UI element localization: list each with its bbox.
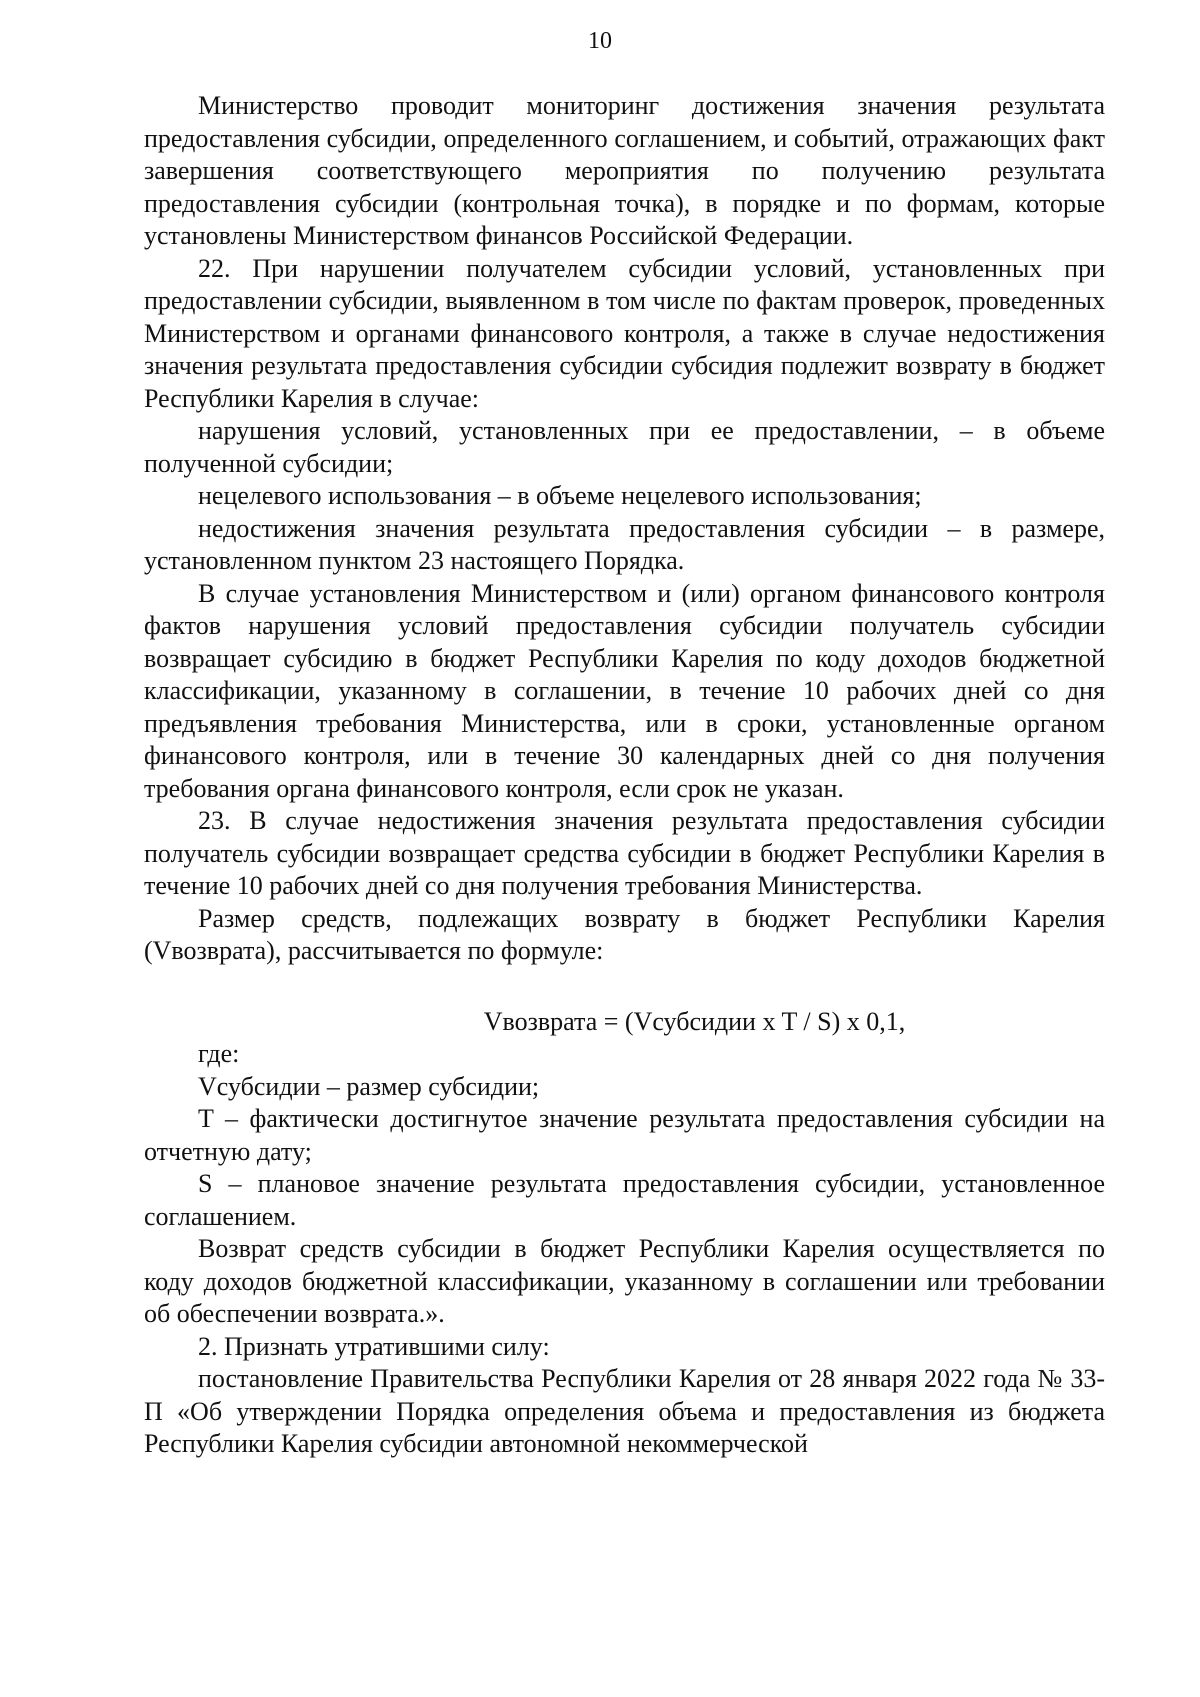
definition-v-subsidy: Vсубсидии – размер субсидии; [198, 1071, 540, 1101]
paragraph-section-23: 23. В случае недостижения значения результата предоставления субсидии получатель субсидии возвращает средства субсидии в бюджет Республики Карелия в течение 10 рабочих дней со дня получения требования Министерства. [144, 806, 1105, 900]
page-number: 10 [588, 28, 612, 54]
paragraph-misuse: нецелевого использования – в объеме нецелевого использования; [198, 481, 922, 510]
document-body [144, 90, 1105, 1461]
paragraph-refund-terms: В случае установления Министерством и (или) органом финансового контроля фактов нарушения условий предоставления субсидии получатель субсидии возвращает субсидию в бюджет Республики Карелия по коду доходов бюджетной классификации, указанному в соглашении, в течение 10 рабочих дней со дня предъявления требования Министерства, или в сроки, установленные органом финансового контроля, или в течение 30 календарных дней со дня получения требования органа финансового контроля, если срок не указан. [144, 578, 1105, 803]
paragraph-where: где: [198, 1039, 240, 1068]
paragraph-section-2: 2. Признать утратившими силу: [198, 1331, 550, 1361]
paragraph-refund-code: Возврат средств субсидии в бюджет Республики Карелия осуществляется по коду доходов бюджетной классификации, указанному в соглашении или требовании об обеспечении возврата.». [144, 1234, 1105, 1328]
paragraph-monitoring: Министерство проводит мониторинг достижения значения результата предоставления субсидии, определенного соглашением, и событий, отражающих факт завершения соответствующего мероприятия по получению результата предоставления субсидии (контрольная точка), в порядке и по формам, которые установлены Министерством финансов Российской Федерации. [144, 91, 1105, 250]
paragraph-repealed-decree: постановление Правительства Республики Карелия от 28 января 2022 года № 33-П «Об утверждении Порядка определения объема и предоставления из бюджета Республики Карелия субсидии автономной некоммерческой [144, 1364, 1105, 1458]
paragraph-section-22: 22. При нарушении получателем субсидии условий, установленных при предоставлении субсидии, выявленном в том числе по фактам проверок, проведенных Министерством и органами финансового контроля, а также в случае недостижения значения результата предоставления субсидии субсидия подлежит возврату в бюджет Республики Карелия в случае: [144, 253, 1105, 413]
definition-s: S – плановое значение результата предоставления субсидии, установленное соглашением. [144, 1169, 1105, 1231]
definition-t: T – фактически достигнутое значение результата предоставления субсидии на отчетную дату; [144, 1104, 1105, 1166]
paragraph-non-achievement: недостижения значения результата предоставления субсидии – в размере, установленном пунктом 23 настоящего Порядка. [144, 513, 1105, 575]
paragraph-refund-amount: Размер средств, подлежащих возврату в бюджет Республики Карелия (Vвозврата), рассчитывается по формуле: [144, 903, 1105, 965]
refund-formula: Vвозврата = (Vсубсидии x T / S) x 0,1, [483, 1006, 906, 1036]
paragraph-violation-conditions: нарушения условий, установленных при ее предоставлении, – в объеме полученной субсидии; [144, 416, 1105, 478]
